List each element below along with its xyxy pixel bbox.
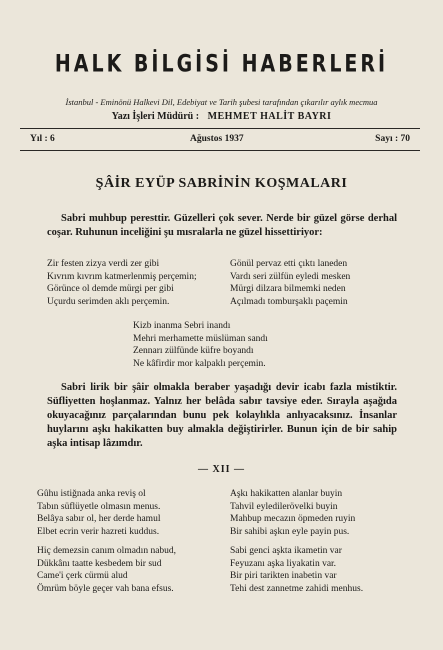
verse-line: Bir piri tarikten inabetin var xyxy=(230,571,337,581)
verse-line: Elbet ecrin verir hazreti kuddus. xyxy=(37,526,160,537)
verse-line: Açılmadı tomburşaklı paçemin xyxy=(230,296,348,307)
verse-line: Belâya sabır ol, her derde hamul xyxy=(37,514,161,524)
bottom-rule xyxy=(20,150,420,151)
stanza-1-left xyxy=(47,258,197,308)
verse-line: Mahbup mecazın öpmeden ruyin xyxy=(230,514,356,524)
publisher-subtitle: İstanbul - Eminönü Halkevi Dil, Edebiyat ve Tarih şubesi tarafından çıkarılır aylık mecmua xyxy=(65,97,378,107)
masthead: HALK BİLGİSİ HABERLERİ xyxy=(54,50,389,78)
editor-line xyxy=(0,111,443,122)
verse-line: Görünce ol demde mürgi per gibi xyxy=(47,284,174,294)
stanza-1-right xyxy=(230,258,350,308)
verse-line: Kizb inanma Sebri inandı xyxy=(133,321,231,331)
verse-line: Mürgi dilzara bilmemki neden xyxy=(230,284,346,294)
stanza-4-right xyxy=(230,545,363,595)
verse-line: Sabi genci aşkta ikametin var xyxy=(230,546,342,556)
verse-line: Feyuzanı aşka liyakatin var. xyxy=(230,558,337,569)
editor-label: Yazı İşleri Müdürü : xyxy=(111,111,200,122)
verse-line: Dükkânı taatte kesbedem bir sud xyxy=(37,558,162,569)
issue-date: Ağustos 1937 xyxy=(190,134,244,144)
stanza-3-right xyxy=(230,488,355,538)
article-title: ŞÂİR EYÜP SABRİNİN KOŞMALARI xyxy=(95,176,348,191)
verse-line: Gûhu istiğnada anka reviş ol xyxy=(37,489,146,499)
verse-line: Zennarı zülfünde küfre boyandı xyxy=(133,346,254,356)
verse-line: Gönül pervaz etti çıktı laneden xyxy=(230,259,348,269)
verse-line: Hiç demezsin canım olmadın nabud, xyxy=(37,546,177,556)
verse-line: Aşkı hakikatten alanlar buyin xyxy=(230,489,343,499)
section-mark: — XII — xyxy=(197,464,245,475)
verse-line: Ömrüm böyle geçer vah bana efsus. xyxy=(37,583,174,594)
verse-line: Tehi dest zannetme zahidi menhus. xyxy=(230,583,364,594)
second-paragraph: Sabri lirik bir şâir olmakla beraber yaşadığı devir icabı fazla mistiktir. Süfliyetten hoşlanmaz. Yalnız her belâda sabır tavsiye eder. Sırayla aşağıda okuyacağınız parçalarından bunu pek kolaylıkla anlıyacaksınız. İnsanlar huylarını aşkı hakikatten buy almakla değiştirirler. Bunun için de bir sahip aşka intisap lâzımdır. xyxy=(47,382,397,449)
stanza-3-left xyxy=(37,488,160,538)
verse-line: Vardı seri zülfün eyledi mesken xyxy=(230,271,351,282)
verse-line: Zir festen zizya verdi zer gibi xyxy=(47,259,160,269)
issue-year: Yıl : 6 xyxy=(30,134,55,144)
verse-line: Came'i çerk cürmü alud xyxy=(37,571,128,581)
top-rule xyxy=(20,128,420,129)
verse-line: Tabın süflüyetle olmasın menus. xyxy=(37,501,161,512)
verse-line: Bir sahibi aşkın eyle payin pus. xyxy=(230,526,350,537)
issue-number: Sayı : 70 xyxy=(375,134,410,144)
intro-paragraph: Sabri muhbup peresttir. Güzelleri çok sever. Nerde bir güzel görse derhal coşar. Ruhunun inceliğini şu mısralarla ne güzel hissettiriyor: xyxy=(47,213,397,238)
verse-line: Tahvil eyledilerövelki buyin xyxy=(230,501,338,512)
verse-line: Kıvrım kıvrım katmerlenmiş perçemin; xyxy=(47,271,197,282)
stanza-4-left xyxy=(37,545,176,595)
verse-line: Ne kâfirdir mor kalpaklı perçemin. xyxy=(133,358,266,369)
verse-line: Mehri merhamette müslüman sandı xyxy=(133,333,268,344)
verse-line: Uçurdu serimden aklı perçemin. xyxy=(47,296,170,307)
stanza-2 xyxy=(133,320,268,370)
editor-name: MEHMET HALİT BAYRI xyxy=(207,111,332,122)
